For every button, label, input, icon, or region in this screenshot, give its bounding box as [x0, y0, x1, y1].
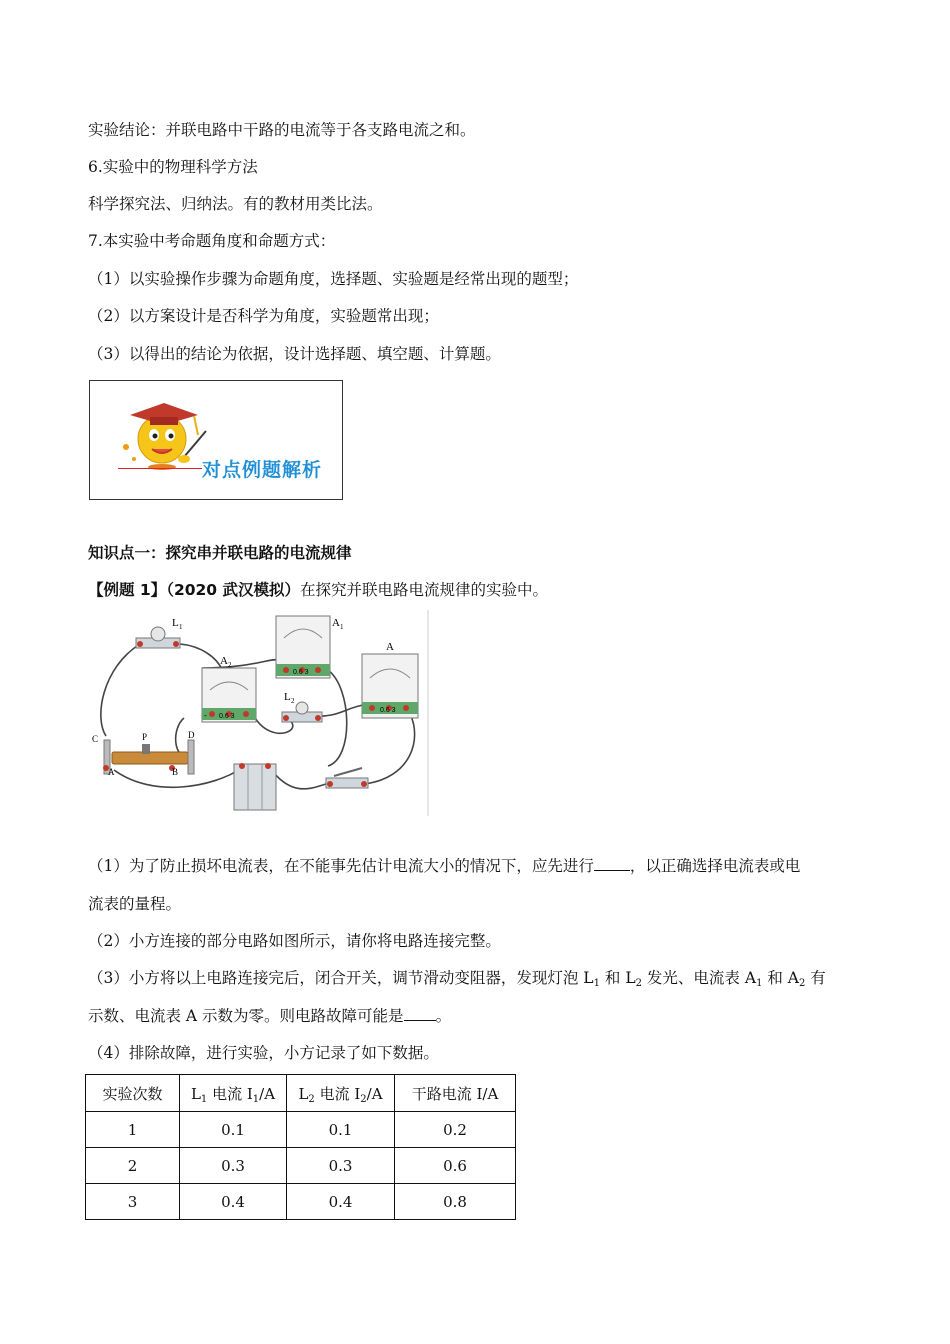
section-6-title: 6.实验中的物理科学方法: [88, 158, 258, 176]
banner-title: 对点例题解析: [202, 459, 323, 481]
label-a1: A: [332, 617, 340, 629]
table-cell: 0.8: [395, 1184, 516, 1220]
label-b: B: [172, 767, 179, 777]
svg-text:0.6 3: 0.6 3: [219, 713, 235, 720]
rheostat: [92, 730, 195, 777]
table-cell: 0.2: [395, 1112, 516, 1148]
table-header-row: [86, 1075, 516, 1112]
lamp-l2: [282, 691, 322, 722]
question-2: （2）小方连接的部分电路如图所示，请你将电路连接完整。: [88, 932, 501, 950]
table-cell: 1: [86, 1112, 180, 1148]
label-a-end: A: [108, 767, 115, 777]
table-row: [86, 1148, 516, 1184]
wire: [328, 670, 347, 766]
blank-q1[interactable]: [594, 856, 630, 871]
header-l2-current: $L_2$ 电流 $I_2/A$: [287, 1075, 395, 1112]
label-a: A: [386, 641, 394, 653]
section-7-item-3: （3）以得出的结论为依据，设计选择题、填空题、计算题。: [88, 345, 501, 363]
header-main-current: 干路电流 I/A: [395, 1075, 516, 1112]
header-trial: 实验次数: [86, 1075, 180, 1112]
table-cell: 2: [86, 1148, 180, 1184]
svg-text:1: 1: [179, 623, 183, 631]
section-7-title: 7.本实验中考命题角度和命题方式：: [88, 232, 336, 250]
ammeter-a1: [276, 616, 344, 678]
label-a2: A: [220, 655, 228, 667]
table-cell: 0.3: [287, 1148, 395, 1184]
svg-text:2: 2: [291, 697, 295, 705]
header-l1-current: $L_1$ 电流 $I_1/A$: [180, 1075, 287, 1112]
table-cell: 0.4: [180, 1184, 287, 1220]
svg-text:1: 1: [340, 623, 344, 631]
label-c: C: [92, 734, 99, 744]
section-7-item-2: （2）以方案设计是否科学为角度，实验题常出现；: [88, 307, 439, 325]
switch: [326, 768, 368, 788]
svg-text:0.6 3: 0.6 3: [293, 669, 309, 676]
example-intro: 在探究并联电路电流规律的实验中。: [299, 581, 548, 599]
lamp-l1: [136, 617, 183, 648]
table-row: [86, 1112, 516, 1148]
label-d: D: [188, 730, 195, 740]
data-table: [85, 1074, 516, 1220]
label-l1: L: [172, 617, 179, 629]
table-cell: 0.1: [287, 1112, 395, 1148]
section-7-item-1: （1）以实验操作步骤为命题角度，选择题、实验题是经常出现的题型；: [88, 270, 579, 288]
table-cell: 0.4: [287, 1184, 395, 1220]
example-tag: 【例题 1】: [88, 581, 167, 599]
banner-divider: [118, 468, 202, 469]
example-source: （2020 武汉模拟）: [166, 581, 300, 599]
table-cell: 3: [86, 1184, 180, 1220]
svg-text:2: 2: [228, 661, 232, 669]
wire: [101, 644, 140, 736]
label-l2: L: [284, 691, 291, 703]
circuit-diagram: [92, 608, 432, 818]
table-cell: 0.6: [395, 1148, 516, 1184]
question-3-line-2: 示数、电流表 A 示数为零。则电路故障可能是 。: [88, 1007, 452, 1025]
question-4: （4）排除故障，进行实验，小方记录了如下数据。: [88, 1044, 439, 1062]
example-1-header: [88, 580, 548, 600]
table-cell: 0.3: [180, 1148, 287, 1184]
knowledge-point-title: 知识点一：探究串并联电路的电流规律: [88, 544, 352, 562]
question-3-line-1: （3）小方将以上电路连接完后，闭合开关，调节滑动变阻器，发现灯泡 $L_1$ 和 $L_2$ 发光、电流表 $A_1$ 和 $A_2$ 有: [88, 969, 826, 989]
svg-text:0.6 3: 0.6 3: [380, 707, 396, 714]
question-1-line-1: （1）为了防止损坏电流表，在不能事先估计电流大小的情况下，应先进行 ，以正确选择电流表或电: [88, 857, 801, 875]
table-cell: 0.1: [180, 1112, 287, 1148]
svg-text:-: -: [204, 711, 207, 720]
battery: [234, 763, 276, 810]
section-6-body: 科学探究法、归纳法。有的教材用类比法。: [88, 195, 383, 213]
question-1-line-2: 流表的量程。: [88, 895, 182, 913]
label-p: P: [142, 732, 148, 742]
blank-q3[interactable]: [404, 1006, 436, 1021]
ammeter-a: [362, 641, 418, 718]
table-row: [86, 1184, 516, 1220]
example-banner: [89, 380, 343, 500]
wire: [364, 714, 415, 784]
wire: [270, 768, 326, 789]
conclusion-text: 实验结论：并联电路中干路的电流等于各支路电流之和。: [88, 121, 476, 139]
